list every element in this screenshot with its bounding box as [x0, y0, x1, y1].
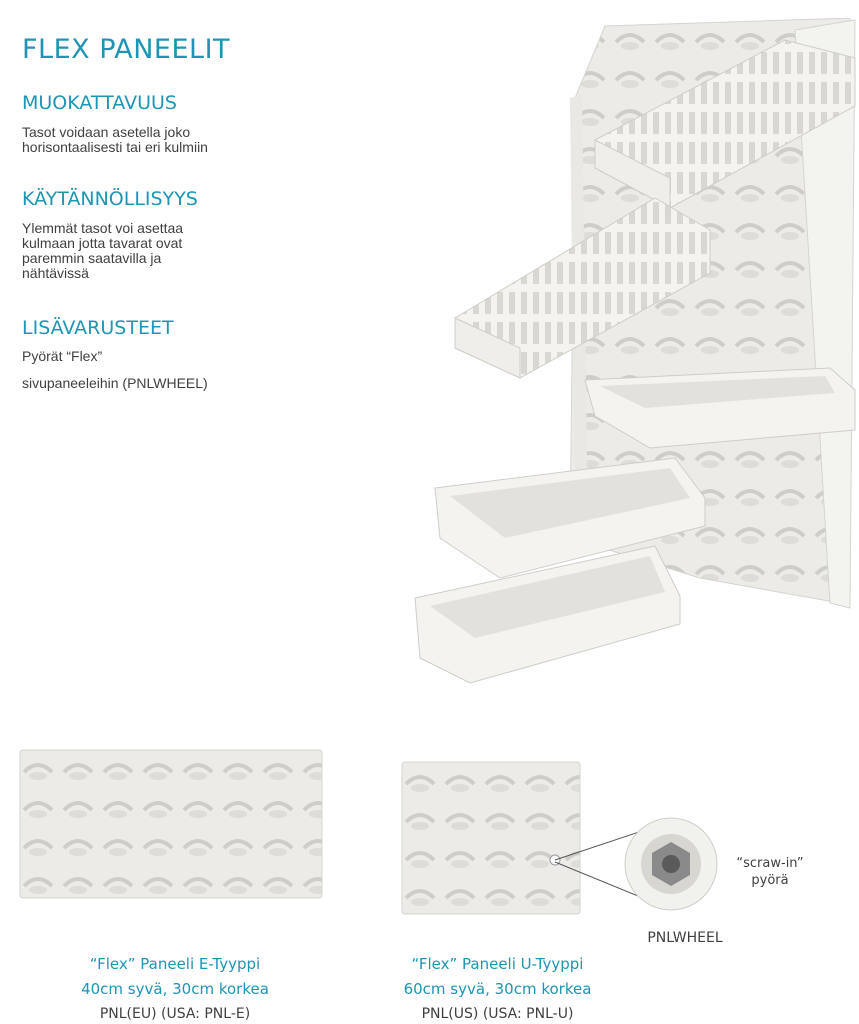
flex-panel-illustration	[410, 18, 859, 698]
panel-e-code: PNL(EU) (USA: PNL-E)	[99, 1006, 251, 1022]
panel-e-type-image	[18, 748, 326, 900]
panel-u-code: PNL(US) (USA: PNL-U)	[421, 1006, 574, 1022]
wheel-icon	[622, 815, 720, 913]
section-text-accessories: Pyörät “Flex” sivupaneeleihin (PNLWHEEL)	[22, 348, 208, 391]
wheel-label: “scraw-in” pyörä	[736, 856, 804, 888]
panel-u-name: “Flex” Paneeli U-Tyyppi	[411, 955, 584, 973]
panel-e-size: 40cm syvä, 30cm korkea	[81, 980, 269, 998]
page-title: FLEX PANEELIT	[22, 34, 231, 65]
wheel-code: PNLWHEEL	[647, 930, 723, 946]
section-heading-customizability: MUOKATTAVUUS	[22, 92, 177, 114]
panel-u-size: 60cm syvä, 30cm korkea	[403, 980, 592, 998]
section-text-customizability: Tasot voidaan asetella joko horisontaalisesti tai eri kulmiin	[22, 124, 208, 155]
section-text-practicality: Ylemmät tasot voi asettaa kulmaan jotta tavarat ovat paremmin saatavilla ja nähtävissä	[22, 220, 184, 281]
section-heading-accessories: LISÄVARUSTEET	[22, 317, 174, 339]
panel-e-name: “Flex” Paneeli E-Tyyppi	[89, 955, 261, 973]
section-heading-practicality: KÄYTÄNNÖLLISYYS	[22, 188, 198, 210]
